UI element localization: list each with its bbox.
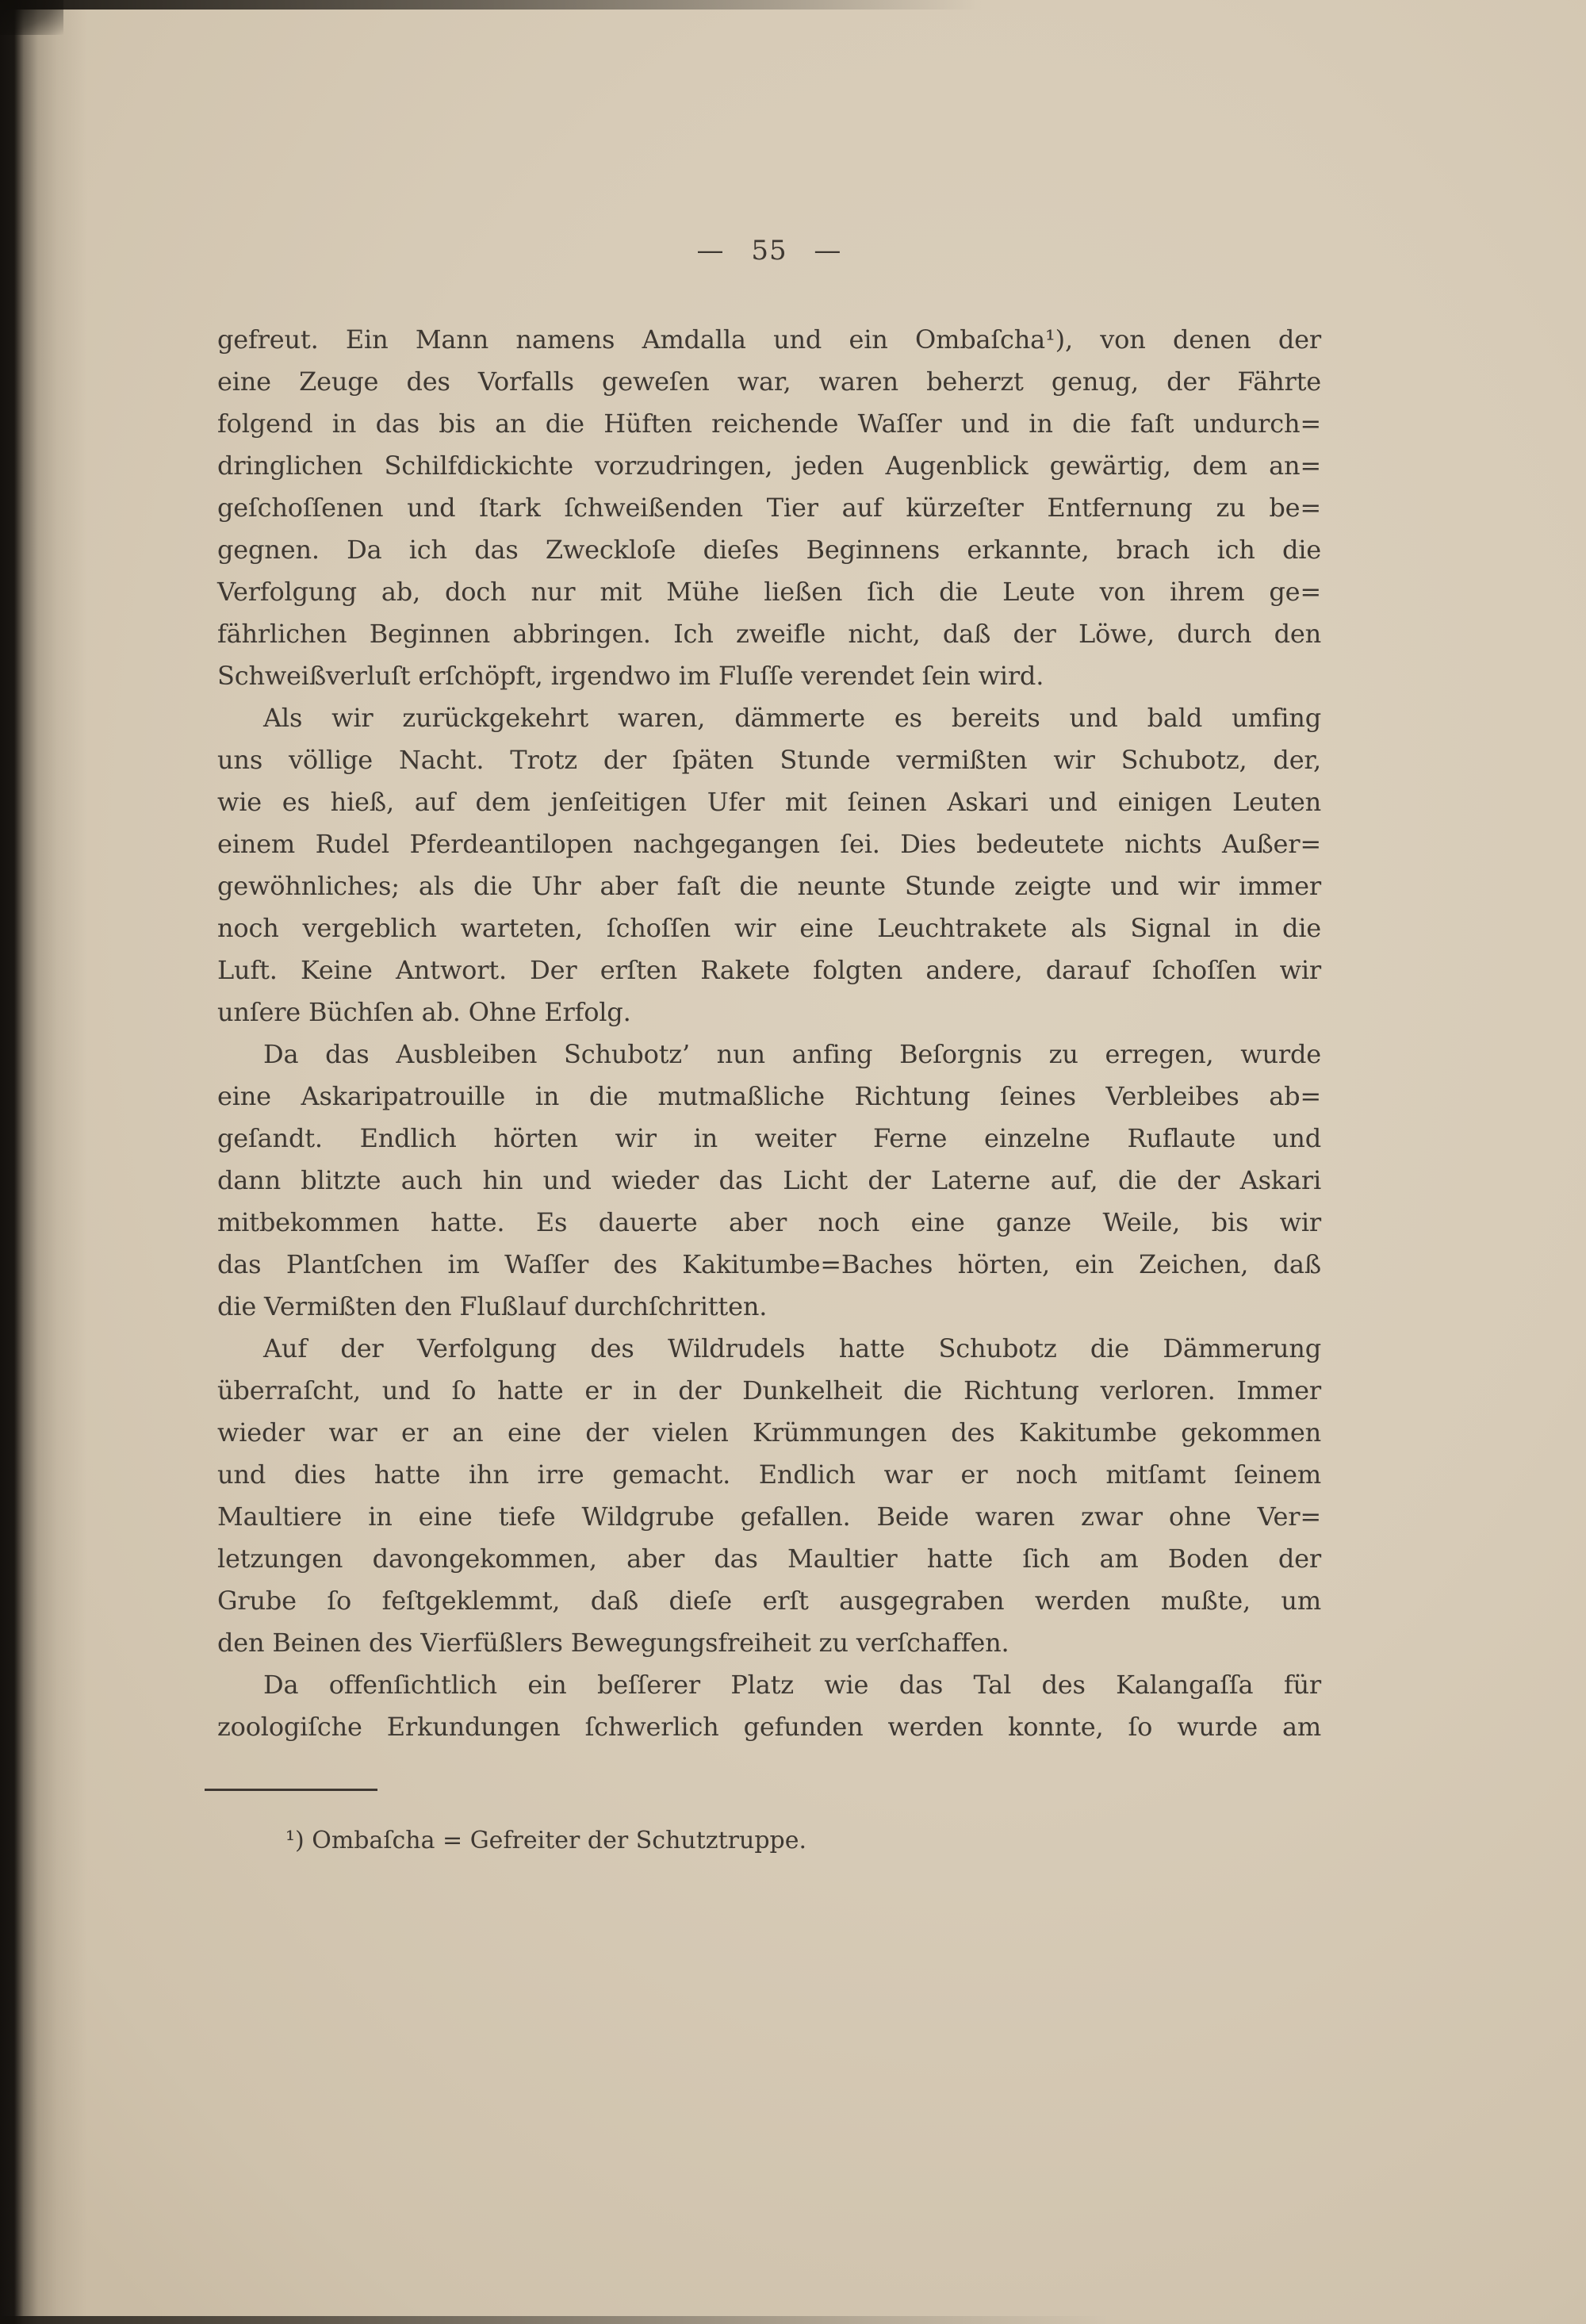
paragraph [217, 697, 1321, 1034]
text-line: Grube ſo feſtgeklemmt, daß dieſe erſt ausgegraben werden mußte, um [217, 1586, 1321, 1616]
text-line: überraſcht, und ſo hatte er in der Dunkelheit die Richtung verloren. Immer [217, 1375, 1321, 1406]
footnote-text: ¹) Ombaſcha = Gefreiter der Schutztruppe. [285, 1827, 807, 1854]
bottom-edge-shadow [0, 2316, 1586, 2324]
text-line: Da das Ausbleiben Schubotz’ nun anfing Beſorgnis zu erregen, wurde [263, 1039, 1321, 1069]
corner-shadow [0, 0, 63, 35]
text-line: Auf der Verfolgung des Wildrudels hatte Schubotz die Dämmerung [263, 1333, 1321, 1363]
text-line: eine Zeuge des Vorfalls geweſen war, waren beherzt genug, der Fährte [217, 366, 1321, 397]
top-edge-shadow [0, 0, 1586, 10]
text-line: gegnen. Da ich das Zweckloſe dieſes Beginnens erkannte, brach ich die [217, 535, 1321, 565]
text-line: dann blitzte auch hin und wieder das Licht der Laterne auf, die der Askari [217, 1165, 1321, 1195]
text-line: mitbekommen hatte. Es dauerte aber noch eine ganze Weile, bis wir [217, 1207, 1321, 1237]
text-line: folgend in das bis an die Hüften reichende Waſſer und in die faſt undurch= [217, 408, 1321, 439]
text-line: Schweißverluſt erſchöpft, irgendwo im Fluſſe verendet ſein wird. [217, 661, 1044, 691]
text-line: dringlichen Schilfdickichte vorzudringen, jeden Augenblick gewärtig, dem an= [217, 451, 1321, 481]
text-line: und dies hatte ihn irre gemacht. Endlich war er noch mitſamt ſeinem [217, 1459, 1321, 1490]
text-block [217, 319, 1321, 1748]
text-line: zoologiſche Erkundungen ſchwerlich gefunden werden konnte, ſo wurde am [217, 1712, 1321, 1742]
text-line: Als wir zurückgekehrt waren, dämmerte es bereits und bald umfing [263, 703, 1321, 733]
text-line: Verfolgung ab, doch nur mit Mühe ließen ſich die Leute von ihrem ge= [217, 577, 1321, 607]
paragraph [217, 1034, 1321, 1328]
text-line: unſere Büchſen ab. Ohne Erfolg. [217, 997, 631, 1027]
text-line: uns völlige Nacht. Trotz der ſpäten Stunde vermißten wir Schubotz, der, [217, 745, 1321, 775]
paragraph [217, 1328, 1321, 1664]
text-line: noch vergeblich warteten, ſchoſſen wir eine Leuchtrakete als Signal in die [217, 913, 1321, 943]
text-line: gefreut. Ein Mann namens Amdalla und ein Ombaſcha¹), von denen der [217, 324, 1321, 355]
text-line: Luft. Keine Antwort. Der erſten Rakete folgten andere, darauf ſchoſſen wir [217, 955, 1321, 985]
text-line: gewöhnliches; als die Uhr aber faſt die neunte Stunde zeigte und wir immer [217, 871, 1321, 901]
text-line: fährlichen Beginnen abbringen. Ich zweifle nicht, daß der Löwe, durch den [217, 619, 1321, 649]
paragraph [217, 319, 1321, 697]
footnote-divider [205, 1789, 377, 1791]
page-number: — 55 — [696, 235, 842, 267]
text-line: einem Rudel Pferdeantilopen nachgegangen ſei. Dies bedeutete nichts Außer= [217, 829, 1321, 859]
paragraph [217, 1664, 1321, 1748]
text-line: das Plantſchen im Waſſer des Kakitumbe=Baches hörten, ein Zeichen, daß [217, 1249, 1321, 1279]
text-line: geſchoſſenen und ſtark ſchweißenden Tier auf kürzeſter Entfernung zu be= [217, 493, 1321, 523]
text-line: Da offenſichtlich ein beſſerer Platz wie das Tal des Kalangaſſa für [263, 1670, 1321, 1700]
text-line: geſandt. Endlich hörten wir in weiter Ferne einzelne Ruflaute und [217, 1123, 1321, 1153]
text-line: die Vermißten den Flußlauf durchſchritten. [217, 1291, 768, 1321]
text-line: wieder war er an eine der vielen Krümmungen des Kakitumbe gekommen [217, 1417, 1321, 1448]
text-line: eine Askaripatrouille in die mutmaßliche Richtung ſeines Verbleibes ab= [217, 1081, 1321, 1111]
binding-shadow [0, 0, 87, 2324]
text-line: den Beinen des Vierfüßlers Bewegungsfreiheit zu verſchaffen. [217, 1628, 1009, 1658]
text-line: wie es hieß, auf dem jenſeitigen Ufer mit ſeinen Askari und einigen Leuten [217, 787, 1321, 817]
text-line: Maultiere in eine tiefe Wildgrube gefallen. Beide waren zwar ohne Ver= [217, 1501, 1321, 1532]
text-line: letzungen davongekommen, aber das Maultier hatte ſich am Boden der [217, 1544, 1321, 1574]
